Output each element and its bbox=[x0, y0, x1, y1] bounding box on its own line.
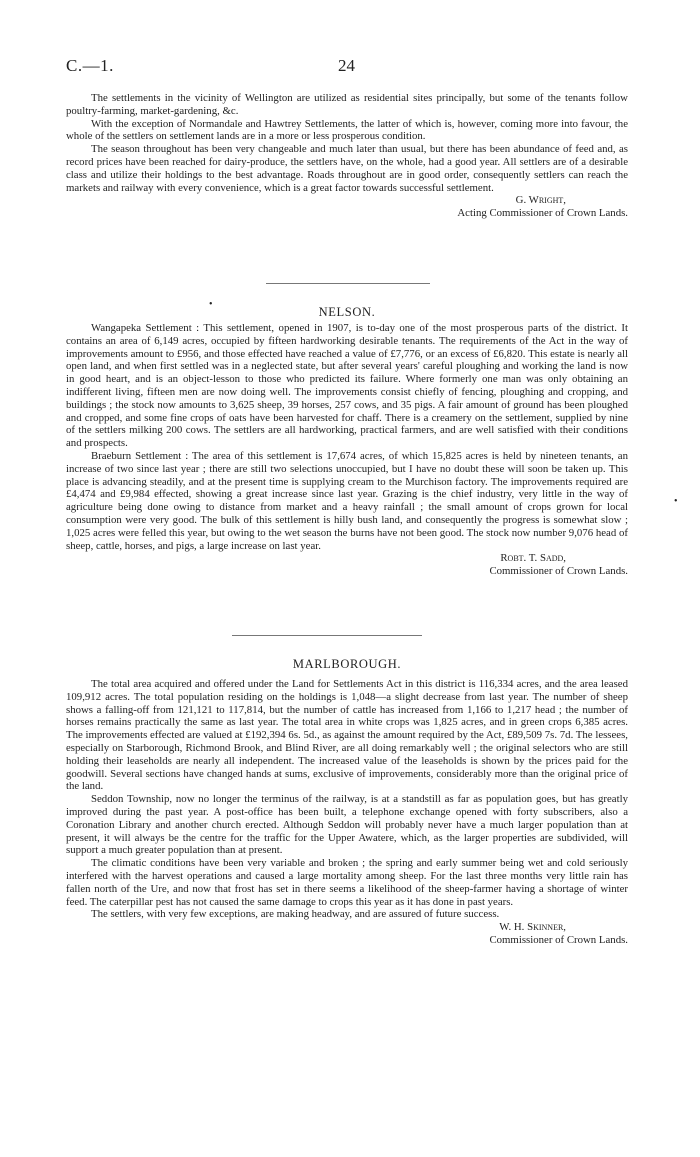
signature-name: Robt. T. Sadd, bbox=[500, 552, 566, 565]
paragraph: The climatic conditions have been very variable and broken ; the spring and early summer being wet and cold seriously interfered with the harvest operations and caused a large mortality among sheep. For the last three months very little rain has fallen north of the Ure, and now that frost has set in there seems a likelihood of the sheep-farmer having a shortage of winter feed. The caterpillar pest has not caused the same damage to crops this year as it has done in past years. bbox=[66, 857, 628, 908]
paragraph: The settlements in the vicinity of Wellington are utilized as residential sites principally, but some of the tenants follow poultry-farming, market-gardening, &c. bbox=[66, 92, 628, 117]
section-heading-nelson: NELSON. bbox=[318, 305, 376, 319]
printing-mark: • bbox=[209, 299, 213, 310]
paragraph: The season throughout has been very changeable and much later than usual, but there has been abundance of feed and, as record prices have been reached for dairy-produce, the settlers have, on the whole, had a good year. All settlers are of a desirable class and utilize their holdings to the best advantage. Roads throughout are in good order, consequently settlers can reach the markets and railway with every convenience, which is a great factor towards successful settlement. bbox=[66, 143, 628, 194]
paragraph: Braeburn Settlement : The area of this settlement is 17,674 acres, of which 15,825 acres is held by nineteen tenants, an increase of two since last year ; there are still two selections unoccupied, but I have no doubt these will soon be taken up. This place is advancing steadily, and at the present time is supplying cream to the Murchison factory. The improvements required are £4,474 and £9,984 effected, showing a great increase since last year. Grazing is the chief industry, very little in the way of agriculture being done owing to distance from market and a heavy rainfall ; the small amount of crops grown for local consumption were very good. The bulk of this settlement is hilly bush land, and consequently the progress is somewhat slow ; 1,025 acres were felled this year, but owing to the wet season the burns have not been good. The stock now number 9,076 head of sheep, cattle, horses, and pigs, a large increase on last year. bbox=[66, 449, 628, 552]
signature-title: Commissioner of Crown Lands. bbox=[489, 933, 628, 946]
paragraph: Wangapeka Settlement : This settlement, opened in 1907, is to-day one of the most prosperous parts of the district. It contains an area of 6,149 acres, occupied by fifteen hardworking desirable tenants. The requirements of the Act in the way of improvements amount to £956, and those effected have reached a value of £7,776, or an excess of £6,820. This estate is nearly all open land, and when first settled was in a neglected state, but after several years' careful ploughing and working the land is now in good heart, and is an object-lesson to those who predicted its failure. Where formerly one man was only obtaining an indifferent living, fifteen men are now doing well. The improvements consist chiefly of fencing, ploughing and cropping, and buildings ; the stock now amounts to 3,625 sheep, 39 horses, 257 cows, and 35 pigs. A fair amount of ground has been ploughed and cropped, and some fine crops of oats have been harvested for chaff. There is a creamery on the settlement, supplied by nine of the settlers milking 200 cows. The settlers are all hardworking, practical farmers, and are well satisfied with their conditions and prospects. bbox=[66, 322, 628, 450]
section-divider bbox=[232, 635, 422, 636]
marlborough-section bbox=[66, 678, 628, 947]
signature-title: Commissioner of Crown Lands. bbox=[489, 565, 628, 578]
paragraph: The total area acquired and offered under the Land for Settlements Act in this district is 116,334 acres, and the area leased 109,912 acres. The total population residing on the holdings is 1,048—a slight decrease from last year. The number of sheep shows a falling-off from 121,121 to 117,814, but the number of cattle has increased from 1,166 to 1,217 head ; the number of horses remains practically the same as last year. The total area in white crops was 1,825 acres, and in green crops 6,385 acres. The improvements effected are valued at £192,394 6s. 5d., as against the amount required by the Act, £89,509 7s. 7d. The lessees, especially on Starborough, Richmond Brook, and Blind River, are all doing remarkably well ; the original selectors who are still holding their leaseholds are nearly all independent. The increased value of the leaseholds is shown by the prices paid for the goodwill. Several sections have changed hands at sums, exclusive of improvements, considerably more than the original price of the land. bbox=[66, 678, 628, 793]
signature-name: W. H. Skinner, bbox=[499, 921, 566, 934]
paragraph: The settlers, with very few exceptions, are making headway, and are assured of future success. bbox=[91, 908, 500, 921]
paragraph: Seddon Township, now no longer the terminus of the railway, is at a standstill as far as population goes, but has greatly improved during the past year. A post-office has been built, a telephone exchange opened with forty subscribers, also a Coronation Library and another church erected. Although Seddon will probably never have a much larger population than at present, it will always be the centre for the traffic for the Upper Awatere, which, as the larger properties are subdivided, will support a much greater population than at present. bbox=[66, 793, 628, 857]
section-divider bbox=[266, 283, 430, 284]
signature-name: G. Wright, bbox=[515, 194, 566, 207]
paragraph: With the exception of Normandale and Hawtrey Settlements, the latter of which is, however, coming more into favour, the whole of the settlers on settlement lands are in a more or less prosperous condition. bbox=[66, 117, 628, 143]
nelson-section bbox=[66, 322, 628, 578]
signature-title: Acting Commissioner of Crown Lands. bbox=[457, 207, 628, 220]
document-reference: C.—1. bbox=[66, 56, 114, 75]
margin-mark: • bbox=[674, 496, 678, 507]
page-number: 24 bbox=[338, 56, 355, 75]
section-heading-marlborough: MARLBOROUGH. bbox=[292, 657, 402, 671]
wellington-section bbox=[66, 92, 628, 220]
